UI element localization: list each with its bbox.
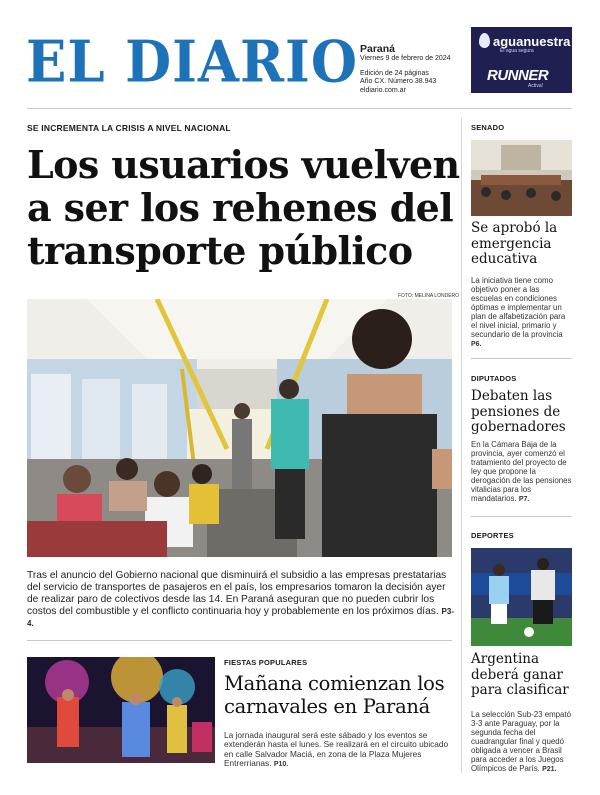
carnival-photo-illustration [27,657,215,763]
sidebar-section-senado: SENADO [471,123,505,132]
carnival-photo[interactable] [27,657,215,763]
sidebar-body-text-deportes: La selección Sub-23 empató 3-3 ante Paraguay, por la segunda fecha del cuadrangular final y quedó obligada a vencer a Brasil para acceder a los Juegos Olímpicos de París. [471,710,572,773]
sidebar-ref-deportes[interactable]: P21. [542,766,557,773]
sidebar-section-diputados: DIPUTADOS [471,374,517,383]
main-kicker: SE INCREMENTA LA CRISIS A NIVEL NACIONAL [27,123,231,133]
main-divider [27,640,452,641]
bus-photo-illustration [27,299,452,557]
sidebar-body-text-senado: La iniciativa tiene como objetivo poner a las escuelas en condiciones óptimas e implementar un plan de alfabetización para el nivel inicial, primario y secundario de la provincia [471,276,566,339]
sidebar-headline-deportes[interactable]: Argentina deberá ganar para clasificar [471,651,569,698]
sidebar-body-deportes [471,710,572,774]
main-lead-ref[interactable]: P3-4. [27,607,454,628]
senate-photo[interactable] [471,140,572,216]
masthead-issue: Año CX. Número 38.943 [360,78,437,85]
sidebar-body-senado [471,276,572,349]
sidebar-divider-2 [471,516,572,517]
masthead-date: Viernes 9 de febrero de 2024 [360,55,451,62]
main-headline[interactable]: Los usuarios vuelven a ser los rehenes del transporte público [27,142,460,273]
sidebar-section-deportes: DEPORTES [471,531,514,540]
ad-runner-logo: RUNNER [487,67,549,84]
photo-credit: FOTO: MELINA LONDERO [398,293,460,299]
ad-runner-sub: Activa! [528,83,544,89]
masthead-site[interactable]: eldiario.com.ar [360,86,406,94]
secondary-headline[interactable]: Mañana comienzan los carnavales en Paraná [224,672,445,718]
senate-photo-illustration [471,140,572,216]
advertisement[interactable] [471,27,572,93]
sidebar-ref-diputados[interactable]: P7. [518,496,530,503]
masthead-meta [360,44,451,95]
secondary-ref[interactable]: P10. [273,760,289,768]
masthead-city: Paraná [360,43,396,55]
football-photo[interactable] [471,548,572,646]
sidebar-divider-vertical [461,118,462,773]
bus-interior-photo[interactable] [27,299,452,557]
masthead-pages: Edición de 24 páginas [360,69,429,77]
secondary-body [224,731,452,769]
main-lead-text: Tras el anuncio del Gobierno nacional que disminuirá el subsidio a las empresas prestatarias del servicio de transportes de pasajeros en el país, los empresarios tomaron la decisión ayer de realizar paro de colectivos desde las 14. En Paraná aseguran que no pueden cubrir los costos del combustible y el conflicto continuaria hoy y probablemente en los próximos días. [27,570,447,617]
sidebar-ref-senado[interactable]: P6. [471,341,482,348]
sidebar-divider-1 [471,358,572,359]
sidebar-body-text-diputados: En la Cámara Baja de la provincia, ayer comenzó el tratamiento del proyecto de ley que propone la derogación de las pensiones vitalicias para los mandatarios. [471,440,572,503]
masthead-divider [27,108,572,109]
main-lead [27,570,457,630]
water-drop-icon [479,33,490,48]
sidebar-headline-senado[interactable]: Se aprobó la emergencia educativa [471,220,558,267]
secondary-body-text: La jornada inaugural será este sábado y los eventos se extenderán hasta el lunes. Se realizará en el circuito ubicado en calle Salvador Maciá, en zona de la Plaza Mujeres Entrerrianas. [224,730,449,768]
ad-brand-sub: El agua segura [500,48,534,54]
sidebar-headline-diputados[interactable]: Debaten las pensiones de gobernadores [471,388,566,435]
football-photo-illustration [471,548,572,646]
masthead-title: EL DIARIO [26,28,358,96]
sidebar-body-diputados [471,440,572,504]
ad-brand: aguanuestra [493,34,571,49]
secondary-kicker: FIESTAS POPULARES [224,658,308,667]
